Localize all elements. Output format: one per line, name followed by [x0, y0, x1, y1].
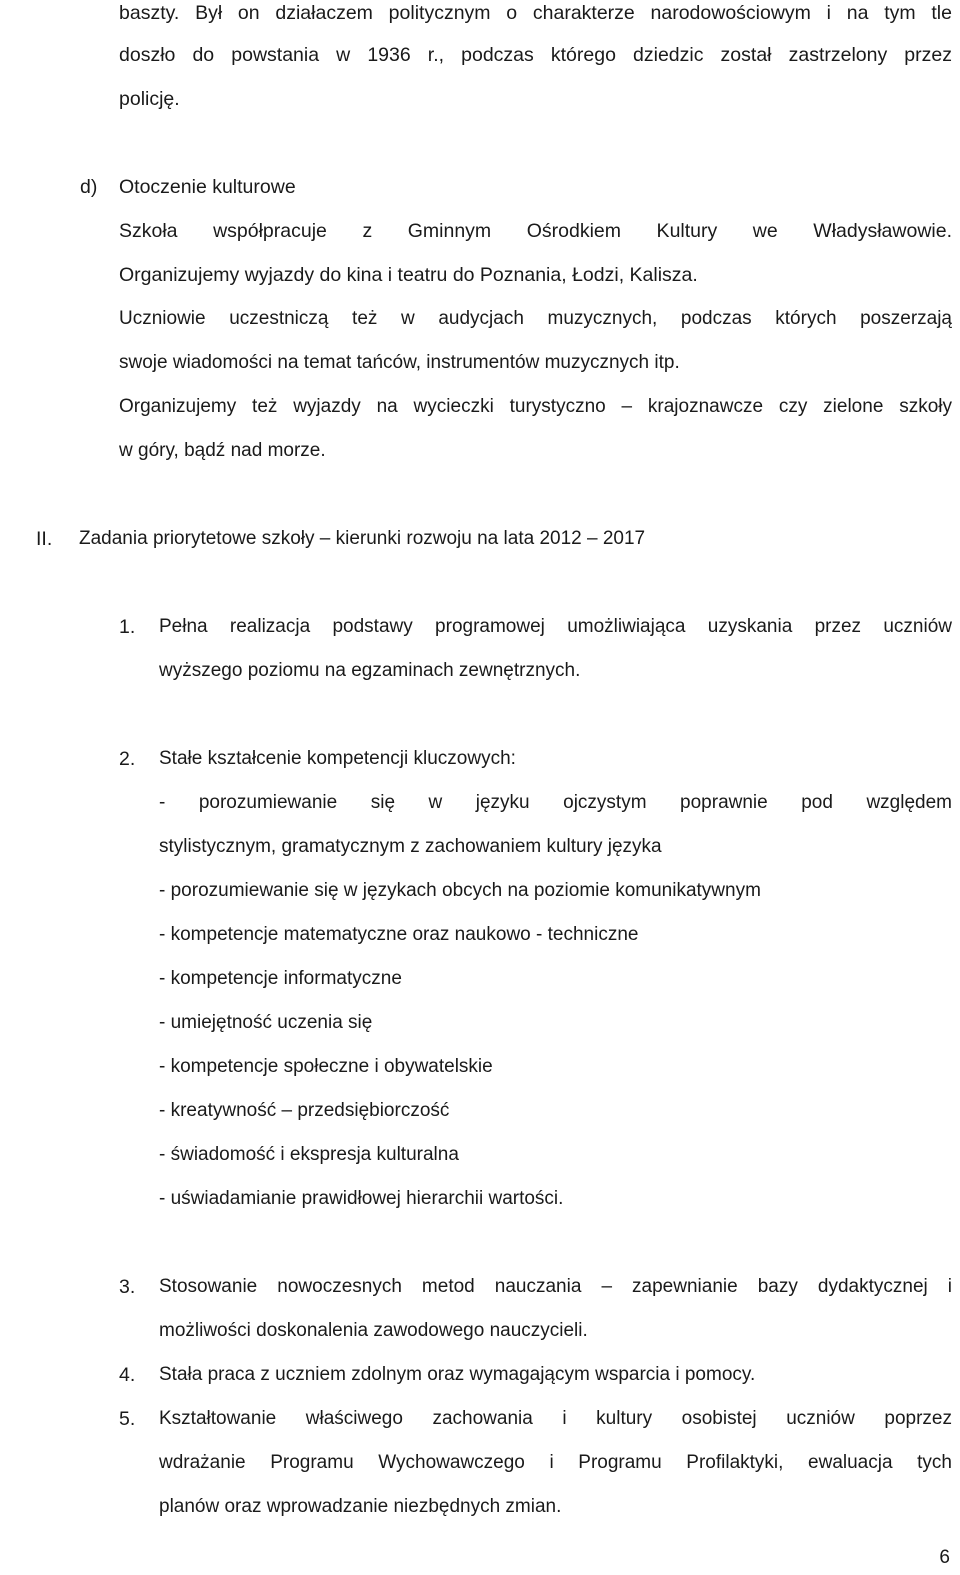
competency-3: - kompetencje matematyczne oraz naukowo - techniczne [159, 924, 639, 945]
item-3-line-1: Stosowanie nowoczesnych metod nauczania – zapewnianie bazy dydaktycznej i [159, 1276, 952, 1297]
item-3-line-2: możliwości doskonalenia zawodowego nauczycieli. [159, 1320, 588, 1341]
competency-9: - uświadamianie prawidłowej hierarchii wartości. [159, 1188, 564, 1209]
intro-line-2: doszło do powstania w 1936 r., podczas którego dziedzic został zastrzelony przez [119, 44, 952, 66]
item-1-line-1: Pełna realizacja podstawy programowej umożliwiająca uzyskania przez uczniów [159, 616, 952, 637]
section-II-marker: II. [36, 528, 53, 550]
item-2-number: 2. [119, 748, 136, 770]
section-d-paragraph-3-line-1: Uczniowie uczestniczą też w audycjach muzycznych, podczas których poszerzają [119, 308, 952, 329]
intro-line-1: baszty. Był on działaczem politycznym o charakterze narodowościowym i na tym tle [119, 2, 952, 24]
competency-2: - porozumiewanie się w językach obcych na poziomie komunikatywnym [159, 880, 761, 901]
competency-1-line-1: - porozumiewanie się w języku ojczystym poprawnie pod względem [159, 792, 952, 813]
item-4-number: 4. [119, 1364, 136, 1386]
competency-6: - kompetencje społeczne i obywatelskie [159, 1056, 493, 1077]
section-II-heading: Zadania priorytetowe szkoły – kierunki rozwoju na lata 2012 – 2017 [79, 528, 646, 549]
section-d-heading: Otoczenie kulturowe [119, 176, 296, 198]
item-5-line-1: Kształtowanie właściwego zachowania i kultury osobistej uczniów poprzez [159, 1408, 952, 1429]
section-d-paragraph-2: Organizujemy wyjazdy do kina i teatru do Poznania, Łodzi, Kalisza. [119, 264, 698, 286]
competency-4: - kompetencje informatyczne [159, 968, 402, 989]
item-1-line-2: wyższego poziomu na egzaminach zewnętrznych. [159, 660, 581, 681]
section-d-paragraph-4-line-1: Organizujemy też wyjazdy na wycieczki turystyczno – krajoznawcze czy zielone szkoły [119, 396, 952, 417]
competency-1-line-2: stylistycznym, gramatycznym z zachowaniem kultury języka [159, 836, 662, 857]
page-number: 6 [939, 1547, 950, 1568]
item-3-number: 3. [119, 1276, 136, 1298]
competency-7: - kreatywność – przedsiębiorczość [159, 1100, 450, 1121]
item-5-line-2: wdrażanie Programu Wychowawczego i Programu Profilaktyki, ewaluacja tych [159, 1452, 952, 1473]
competency-8: - świadomość i ekspresja kulturalna [159, 1144, 459, 1165]
section-d-paragraph-3-line-2: swoje wiadomości na temat tańców, instrumentów muzycznych itp. [119, 352, 680, 373]
section-d-paragraph-1: Szkoła współpracuje z Gminnym Ośrodkiem Kultury we Władysławowie. [119, 220, 952, 242]
section-d-paragraph-4-line-2: w góry, bądź nad morze. [119, 440, 326, 461]
intro-line-3: policję. [119, 88, 180, 110]
item-4-line-1: Stała praca z uczniem zdolnym oraz wymagającym wsparcia i pomocy. [159, 1364, 756, 1385]
item-2-line-1: Stałe kształcenie kompetencji kluczowych: [159, 748, 516, 769]
competency-5: - umiejętność uczenia się [159, 1012, 373, 1033]
item-5-number: 5. [119, 1408, 136, 1430]
section-d-marker: d) [80, 176, 98, 198]
item-1-number: 1. [119, 616, 136, 638]
item-5-line-3: planów oraz wprowadzanie niezbędnych zmian. [159, 1496, 562, 1517]
